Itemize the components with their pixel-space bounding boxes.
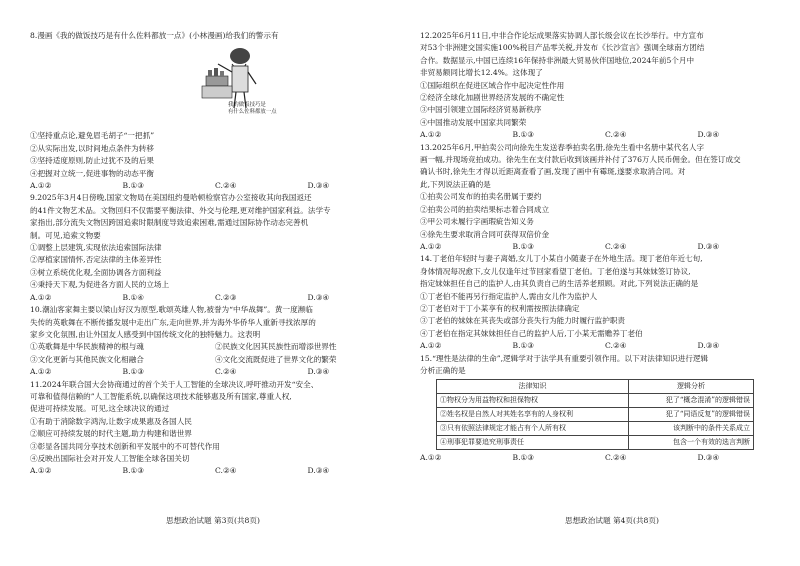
option: ③树立系统优化观,全面协调各方面利益 [30, 267, 162, 277]
question-stem: 指定妹妹担任自己的监护人,由其负责自己的生活养老照顾。对此,下列说法正确的是 [420, 279, 699, 289]
question-stem: 失传的英歌舞在不断传播发展中走出广东,走向世界,并为海外华侨华人重新寻找浓厚的 [30, 317, 316, 327]
answer-a[interactable]: A.①② [30, 367, 52, 377]
question-stem: 画一幅,并现场竞拍成功。徐先生在支付款后收到该画并补付了376万人民币佣金。但在签订成交 [420, 155, 741, 165]
page-footer-left: 思想政治试题 第3页(共8页) [166, 516, 260, 525]
answer-c[interactable]: C.②④ [215, 367, 237, 377]
caption-line-2: 有什么佐料都放一点 [228, 109, 277, 116]
question-stem: 身体情况每况愈下,女儿仅逢年过节回家看望丁老伯。丁老伯遂与其妹妹签订协议, [420, 266, 691, 276]
answer-a[interactable]: A.①② [420, 130, 442, 140]
answer-c[interactable]: C.②④ [215, 466, 237, 476]
answer-c[interactable]: C.②④ [605, 341, 627, 351]
option: ②经济全球化加剧世界经济发展的不确定性 [420, 93, 565, 103]
answer-d[interactable]: D.③④ [307, 466, 330, 476]
question-13 [420, 142, 790, 254]
option: ①国际组织在促进区域合作中起决定性作用 [420, 80, 565, 90]
option: ②厚植家国情怀,否定法律的主体差异性 [30, 255, 162, 265]
left-column [30, 30, 400, 478]
cartoon-image [188, 46, 277, 128]
cartoon-caption [228, 102, 277, 116]
question-stem: 11.2024年联合国大会协商通过的首个关于人工智能的全球决议,呼吁推动开发“安全、 [30, 379, 319, 389]
answer-b[interactable]: B.①③ [122, 181, 145, 191]
answer-b[interactable]: B.①④ [122, 292, 145, 302]
table-cell: 该判断中的条件关系成立 [628, 422, 753, 436]
question-stem: 此,下列说法正确的是 [420, 179, 491, 189]
answer-choices [30, 180, 400, 192]
answer-d[interactable]: D.③④ [307, 181, 330, 191]
answer-choices [420, 340, 790, 352]
option: ③丁老伯的妹妹在其丧失或部分丧失行为能力时履行监护职责 [420, 316, 626, 326]
question-stem: 制。可见,追索文物要 [30, 230, 101, 240]
question-stem: 可靠和值得信赖的”人工智能系统,以确保这项技术能够惠及所有国家,尊重人权, [30, 391, 292, 401]
answer-b[interactable]: B.①③ [512, 341, 535, 351]
answer-choices [30, 292, 400, 304]
answer-a[interactable]: A.①② [30, 292, 52, 302]
table-header-row [437, 380, 754, 394]
caption-line-1: 我的做饭技巧是 [228, 102, 266, 109]
table-cell: 犯了“概念混淆”的逻辑错误 [628, 394, 753, 408]
table-cell: ①物权分为用益物权和担保物权 [437, 394, 629, 408]
table-cell: ②姓名权是自然人对其姓名享有的人身权利 [437, 408, 629, 422]
question-8 [30, 30, 400, 192]
answer-a[interactable]: A.①② [420, 453, 442, 463]
table-cell: 犯了“同语反复”的逻辑错误 [628, 408, 753, 422]
table-row [437, 408, 754, 422]
answer-choices [30, 465, 400, 477]
option: ②从实际出发,以时间地点条件为转移 [30, 143, 154, 153]
option: ②民族文化因其民族性而增添世界性 [215, 342, 337, 352]
answer-c[interactable]: C.②④ [605, 241, 627, 251]
question-stem: 非贸易额同比增长12.4%。这体现了 [420, 68, 543, 78]
option: ②拍卖公司的拍卖结果标志着合同成立 [420, 204, 550, 214]
answer-a[interactable]: A.①② [420, 341, 442, 351]
question-stem: 9.2025年3月4日傍晚,国家文物局在美国纽约曼哈顿检察官办公室接收其向我国返还 [30, 193, 312, 203]
question-12 [420, 30, 790, 142]
table-row [437, 394, 754, 408]
option: ②丁老伯对于丁小某享有的权利需按照法律确定 [420, 303, 580, 313]
question-stem: 合作。数据显示,中国已连续16年保持非洲最大贸易伙伴国地位,2024年前5个月中 [420, 55, 695, 65]
option: ④文化交流既促进了世界文化的繁荣 [215, 354, 337, 364]
question-11 [30, 379, 400, 478]
answer-d[interactable]: D.③④ [697, 241, 720, 251]
option: ①英歌舞是中华民族精神的根与魂 [30, 342, 144, 352]
table-row [437, 436, 754, 450]
option: ④把握对立统一,促进事物的动态平衡 [30, 168, 154, 178]
answer-b[interactable]: B.①③ [512, 241, 535, 251]
question-14 [420, 253, 790, 352]
option: ①调整上层建筑,实现依法追索国际法律 [30, 243, 162, 253]
answer-choices [420, 452, 790, 464]
answer-c[interactable]: C.②④ [605, 130, 627, 140]
answer-b[interactable]: B.①③ [122, 367, 145, 377]
answer-b[interactable]: B.①③ [122, 466, 145, 476]
answer-d[interactable]: D.③④ [307, 292, 330, 302]
option: ④反映出国际社会对开发人工智能全球各国关切 [30, 453, 190, 463]
option: ②顺应可持续发展的时代主题,助力构建和谐世界 [30, 429, 192, 439]
answer-d[interactable]: D.③④ [697, 130, 720, 140]
option: ①坚持重点论,避免眉毛胡子“一把抓” [30, 131, 155, 141]
option: ③彰显各国共同分享技术创新和平发展中的不可替代作用 [30, 441, 220, 451]
column-header: 逻辑分析 [628, 380, 753, 394]
answer-c[interactable]: C.②③ [215, 292, 237, 302]
table-cell: ④刑事犯罪要追究刑事责任 [437, 436, 629, 450]
option: ③坚持适度原则,防止过犹不及的后果 [30, 156, 154, 166]
answer-d[interactable]: D.③④ [307, 367, 330, 377]
question-stem: 10.潮汕客家舞主要以梁山好汉为原型,歌颂英雄人物,被誉为“中华战舞”。黄一度濒临 [30, 305, 313, 315]
column-header: 法律知识 [437, 380, 629, 394]
question-9 [30, 192, 400, 304]
option: ④中国推动发展中国家共同繁荣 [420, 117, 527, 127]
option-row [30, 354, 400, 366]
option: ①有助于消除数字鸿沟,让数字成果惠及各国人民 [30, 416, 192, 426]
question-stem: 分析正确的是 [420, 365, 466, 375]
answer-choices [30, 366, 400, 378]
question-stem: 12.2025年6月11日,中非合作论坛成果落实协调人部长级会议在长沙举行。中方宣布 [420, 31, 704, 40]
question-stem: 家指出,部分流失文物因跨国追索时限制度导致追索困难,需通过国际协作动态完善机 [30, 218, 309, 228]
answer-d[interactable]: D.③④ [697, 341, 720, 351]
answer-a[interactable]: A.①② [30, 466, 52, 476]
question-stem: 15.“理性是法律的生命”,逻辑学对于法学具有重要引领作用。以下对法律知识进行逻辑 [420, 353, 709, 363]
option-row [30, 341, 400, 353]
answer-d[interactable]: D.③④ [697, 453, 720, 463]
option: ④秉持天下观,为促进各方面人民的立场上 [30, 280, 170, 290]
option: ①拍卖公司发布的拍卖名册属于要约 [420, 192, 542, 202]
option: ③中国引领建立国际经济贸易新秩序 [420, 105, 542, 115]
option: ④丁老伯在指定其妹妹担任自己的监护人后,丁小某无需赡养丁老伯 [420, 328, 643, 338]
question-stem: 促进可持续发展。可见,这全球决议的通过 [30, 404, 170, 414]
answer-choices [420, 241, 790, 253]
answer-b[interactable]: B.①③ [512, 130, 535, 140]
table-cell: 包含一个有效的选言判断 [628, 436, 753, 450]
right-column [420, 30, 790, 465]
question-15 [420, 353, 790, 465]
answer-a[interactable]: A.①② [30, 181, 52, 191]
question-stem: 家乡文化氛围,由让外国友人感受到中国传统文化的独特魅力。这表明 [30, 329, 261, 339]
option: ①丁老伯不能再另行指定监护人,需由女儿作为监护人 [420, 291, 598, 301]
option: ④徐先生要求取消合同可获得双倍价金 [420, 229, 550, 239]
answer-choices [420, 129, 790, 141]
answer-b[interactable]: B.①③ [512, 453, 535, 463]
answer-c[interactable]: C.②④ [215, 181, 237, 191]
logic-table [436, 379, 754, 450]
table-cell: ③只有依照法律规定才能占有个人所有权 [437, 422, 629, 436]
question-stem: 的41件文物艺术品。文物回归不仅需要平衡法律、外交与伦理,更对维护国家利益。法学专 [30, 205, 331, 215]
question-stem: 14.丁老伯年轻时与妻子离婚,女儿丁小某自小随妻子在外地生活。现丁老伯年近七旬, [420, 254, 703, 264]
question-stem: 13.2025年6月,甲拍卖公司向徐先生发送春季拍卖名册,徐先生看中名册中某代名人字 [420, 142, 705, 152]
option: ③文化更新与其他民族文化相融合 [30, 354, 144, 364]
question-stem: 对53个非洲建交国实施100%税目产品零关税,并发布《长沙宣言》强调全球南方团结 [420, 43, 705, 53]
table-row [437, 422, 754, 436]
question-stem: 8.漫画《我的做饭技巧是有什么佐料都放一点》(小林漫画)给我们的警示有 [30, 31, 279, 40]
option: ③甲公司未履行字画瑕疵告知义务 [420, 217, 534, 227]
question-stem: 确认书时,徐先生才得以近距离查看了画,发现了画中有霉斑,遂要求取消合同。对 [420, 167, 686, 177]
answer-a[interactable]: A.①② [420, 241, 442, 251]
question-10 [30, 304, 400, 378]
page-footer-right: 思想政治试题 第4页(共8页) [565, 516, 659, 525]
answer-c[interactable]: C.②④ [605, 453, 627, 463]
